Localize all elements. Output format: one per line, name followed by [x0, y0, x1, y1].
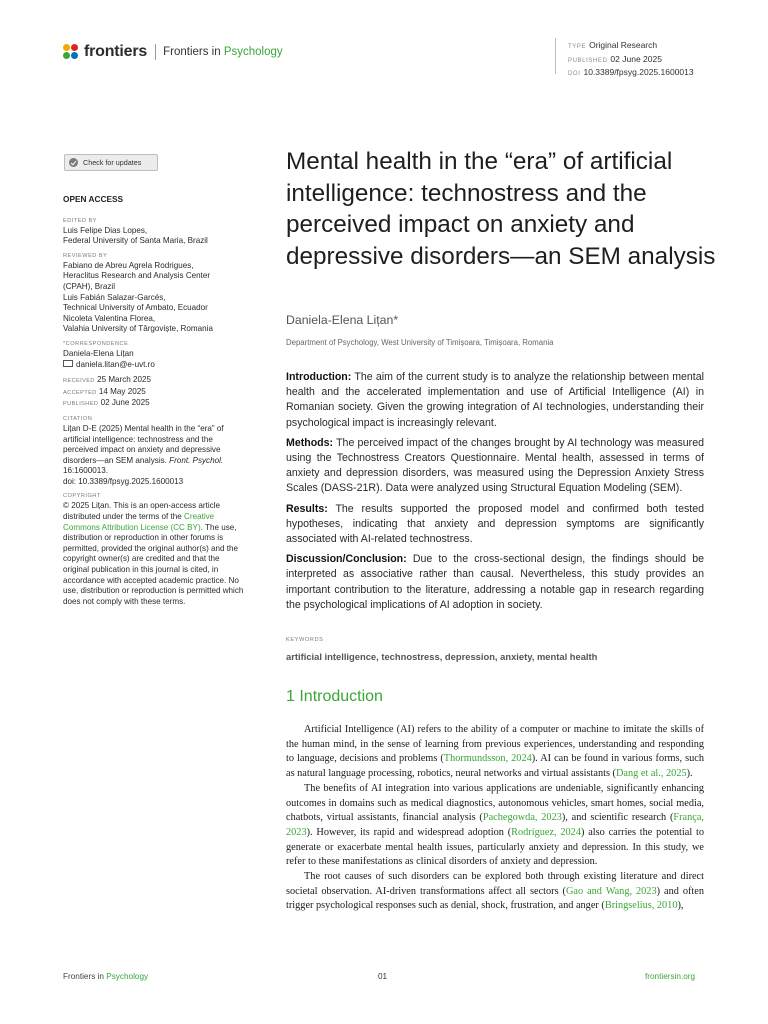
abstract-methods: Methods: The perceived impact of the changes brought by AI technology was measured using the Technostress Creators Questionnaire. Mental health, assessed in terms of anxiety and depression disorders, was measured using the Depression Anxiety Stress Scales (DASS-21R). Data were analyzed using Structural Equation Modeling (SEM). [286, 436, 704, 495]
copyright-section: COPYRIGHT © 2025 Lițan. This is an open-access article distributed under the terms of the Creative Commons Attribution License (CC BY). The use, distribution or reproduction in other forums is permitted, provided the original author(s) and the copyright owner(s) are credited and that the original publication in this journal is cited, in accordance with accepted academic practice. No use, distribution or reproduction is permitted which does not comply with these terms. [63, 493, 244, 606]
mail-icon [63, 360, 73, 367]
open-access-label: OPEN ACCESS [63, 194, 124, 204]
meta-divider [555, 38, 556, 74]
citation-link[interactable]: Pachegowda, 2023 [482, 812, 562, 824]
paragraph: The benefits of AI integration into various applications are undeniable, significantly enhancing outcomes in domains such as medical diagnostics, autonomous vehicles, smart homes, social media, chatbots, virtual assistants, financial analysis (Pachegowda, 2023), and scientific research (França, 2023). However, its rapid and widespread adoption (Rodríguez, 2024) also carries the potential to generate or exacerbate mental health issues, particularly anxiety and depression. In this study, we refer to these manifestations as clinical disorders of anxiety and depression. [286, 782, 704, 868]
citation-link[interactable]: Thormundsson, 2024 [443, 753, 532, 765]
sidebar [63, 194, 263, 612]
footer-journal[interactable]: Frontiers in Psychology [63, 972, 149, 981]
doi[interactable]: 10.3389/fpsyg.2025.1600013 [583, 67, 694, 77]
citation-link[interactable]: Dang et al., 2025 [615, 768, 687, 780]
check-for-updates-label: Check for updates [83, 158, 142, 167]
page-number: 01 [378, 972, 388, 981]
brand-name: frontiers [84, 43, 148, 60]
author-affiliation: Department of Psychology, West University of Timișoara, Timișoara, Romania [286, 338, 554, 347]
author-name[interactable]: Daniela-Elena Lițan* [286, 313, 399, 327]
check-for-updates-button[interactable] [64, 154, 158, 171]
journal-name[interactable]: Frontiers in Psychology [163, 46, 283, 58]
header-divider [155, 44, 156, 60]
keywords: artificial intelligence, technostress, depression, anxiety, mental health [286, 651, 598, 662]
footer-site-link[interactable]: frontiersin.org [645, 972, 696, 981]
dates-section: RECEIVED 25 March 2025 ACCEPTED 14 May 2025 PUBLISHED 02 June 2025 [63, 375, 152, 408]
abstract-discussion: Discussion/Conclusion: Due to the cross-sectional design, the findings should be interpreted as associative rather than causal. Nevertheless, this study provides an important contribution to the literature, addressing a notable gap in research regarding the psychological implications of AI adoption in society. [286, 553, 704, 611]
reviewed-by-section: REVIEWED BY Fabiano de Abreu Agrela Rodrigues, Heraclitus Research and Analysis Center (CPAH), Brazil Luis Fabián Salazar-Garcés, Technical University of Ambato, Ecuador Nicoleta Valentina Florea, Valahia University of Târgoviște, Romania [63, 252, 213, 334]
citation-link[interactable]: Gao and Wang, 2023 [565, 885, 657, 897]
abstract [286, 370, 704, 618]
paragraph: Artificial Intelligence (AI) refers to the ability of a computer or machine to imitate the skills of the human mind, in the sense of learning from previous experiences, understanding and responding to language, decisions and problems (Thormundsson, 2024). AI can be found in various forms, such as natural language processing, robotics, neural networks and virtual assistants (Dang et al., 2025). [286, 724, 705, 780]
section-heading-introduction: 1 Introduction [286, 688, 383, 705]
paragraph: The root causes of such disorders can be explored both through existing literature and direct societal observation. AI-driven transformations affect all sectors (Gao and Wang, 2023) and often trigger psychological responses such as denial, shock, frustration, and anger (Bringselius, 2010), [286, 871, 704, 912]
abstract-results: Results: The results supported the proposed model and confirmed both tested hypotheses, indicating that anxiety and depression symptoms are significantly associated with AI-related technostress. [286, 502, 704, 546]
keywords-label: KEYWORDS [286, 637, 324, 643]
frontiers-logo[interactable] [63, 42, 283, 62]
article-meta: TYPE Original Research PUBLISHED 02 June 2025 DOI 10.3389/fpsyg.2025.1600013 [568, 40, 694, 77]
citation-link[interactable]: Bringselius, 2010 [604, 900, 678, 912]
body-text [286, 723, 704, 914]
abstract-introduction: Introduction: The aim of the current study is to analyze the relationship between mental health and the accelerated implementation and use of Artificial Intelligence (AI) in Romanian society. Given the growing integration of AI technologies, understanding their psychological impact is increasingly relevant. [286, 371, 704, 429]
article-title: Mental health in the “era” of artificial intelligence: technostress and the perceived impact on anxiety and depressive disorders—an SEM analysis [286, 148, 716, 270]
published-date: 02 June 2025 [610, 53, 662, 64]
correspondence-email[interactable]: daniela.litan@e-uvt.ro [63, 360, 263, 371]
citation-link[interactable]: França, 2023 [286, 812, 704, 838]
check-icon [69, 158, 78, 167]
frontiers-logo-icon [63, 44, 80, 61]
edited-by-section: EDITED BY Luis Felipe Dias Lopes, Federal University of Santa Maria, Brazil [63, 217, 208, 246]
article-type: Original Research [589, 40, 658, 50]
citation-link[interactable]: Rodríguez, 2024 [511, 826, 581, 838]
citation-section: CITATION Lițan D-E (2025) Mental health in the “era” of artificial intelligence: technostress and the perceived impact on anxiety and depressive disorders—an SEM analysis. Front. Psychol. 16:1600013. doi: 10.3389/fpsyg.2025.1600013 [63, 415, 224, 486]
cc-by-license-link[interactable]: Creative Commons Attribution License (CC BY) [63, 512, 215, 532]
correspondence-section: *CORRESPONDENCE Daniela-Elena Lițan daniela.litan@e-uvt.ro [63, 340, 263, 370]
